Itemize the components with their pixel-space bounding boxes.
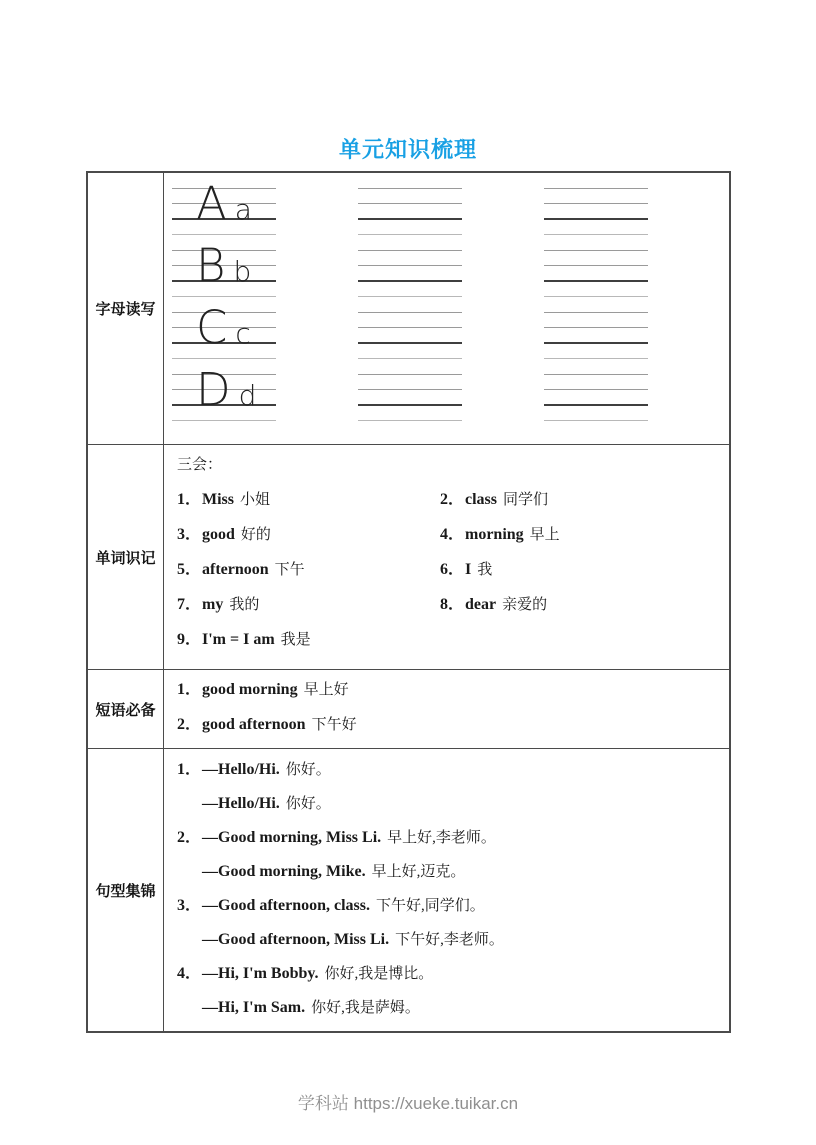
knowledge-table (86, 171, 731, 1033)
word-item: 8．dear 亲爱的 (440, 596, 548, 613)
word-item: 9．I'm = I am 我是 (177, 631, 311, 648)
watermark-text: 学科站 https://xueke.tuikar.cn (297, 1094, 519, 1113)
writing-lines-blank (358, 374, 462, 421)
letter-pair-dd: Dd (196, 363, 257, 416)
word-item: 4．morning 早上 (440, 526, 560, 543)
writing-lines-blank (544, 312, 648, 359)
letter-pair-cc: Cc (196, 301, 251, 354)
word-item: 3．good 好的 (177, 526, 271, 543)
page-title: 单元知识梳理 (338, 137, 477, 162)
row-label-phrases-text: 短语必备 (95, 701, 156, 719)
sentence-line: —Hi, I'm Sam. 你好,我是萨姆。 (202, 999, 420, 1016)
word-item: 5．afternoon 下午 (177, 561, 305, 578)
row-label-letters-text: 字母读写 (95, 301, 156, 318)
sentence-item (177, 760, 729, 814)
row-label-words (88, 444, 164, 669)
word-item: 2．class 同学们 (440, 491, 549, 508)
writing-lines-bb (172, 239, 276, 297)
writing-lines-blank (358, 312, 462, 359)
row-label-words-text: 单词识记 (95, 549, 156, 567)
phrase-list-area (164, 669, 729, 748)
letter-practice-area (164, 173, 729, 444)
practice-column-1 (172, 177, 276, 421)
writing-lines-blank (544, 250, 648, 297)
sentence-line: —Good morning, Mike. 早上好,迈克。 (202, 863, 466, 880)
word-column-left (177, 490, 440, 665)
word-item: 6．I 我 (440, 561, 493, 578)
row-label-letters (88, 173, 164, 444)
phrase-item: 2．good afternoon 下午好 (177, 716, 357, 733)
row-label-phrases (88, 669, 164, 748)
writing-lines-blank (544, 374, 648, 421)
sentence-item (177, 896, 729, 950)
row-label-sentences (88, 748, 164, 1031)
writing-lines-cc (172, 301, 276, 359)
writing-lines-blank (358, 188, 462, 235)
row-label-sentences-text: 句型集锦 (95, 882, 156, 900)
practice-column-3 (544, 188, 648, 421)
word-item: 7．my 我的 (177, 596, 260, 613)
sentence-line: 3．—Good afternoon, class. 下午好,同学们。 (177, 897, 485, 914)
writing-lines-aa (172, 177, 276, 235)
writing-lines-dd (172, 363, 276, 421)
writing-lines-blank (544, 188, 648, 235)
word-grid (177, 490, 729, 665)
phrase-item: 1．good morning 早上好 (177, 681, 349, 698)
word-intro: 三会： (177, 457, 223, 473)
sentence-line: 1．—Hello/Hi. 你好。 (177, 761, 331, 778)
sentence-line: 2．—Good morning, Miss Li. 早上好,李老师。 (177, 829, 496, 846)
sentence-item (177, 828, 729, 882)
sentence-item (177, 964, 729, 1018)
letter-pair-aa: Aa (196, 177, 252, 230)
word-item: 1．Miss 小姐 (177, 491, 271, 508)
letter-pair-bb: Bb (196, 239, 252, 292)
word-column-right (440, 490, 560, 665)
sentence-line: —Good afternoon, Miss Li. 下午好,李老师。 (202, 931, 504, 948)
sentence-line: 4．—Hi, I'm Bobby. 你好,我是博比。 (177, 965, 434, 982)
practice-column-2 (358, 188, 462, 421)
word-list-area (164, 444, 729, 669)
sentence-list-area (164, 748, 729, 1031)
sentence-line: —Hello/Hi. 你好。 (202, 795, 331, 812)
writing-lines-blank (358, 250, 462, 297)
